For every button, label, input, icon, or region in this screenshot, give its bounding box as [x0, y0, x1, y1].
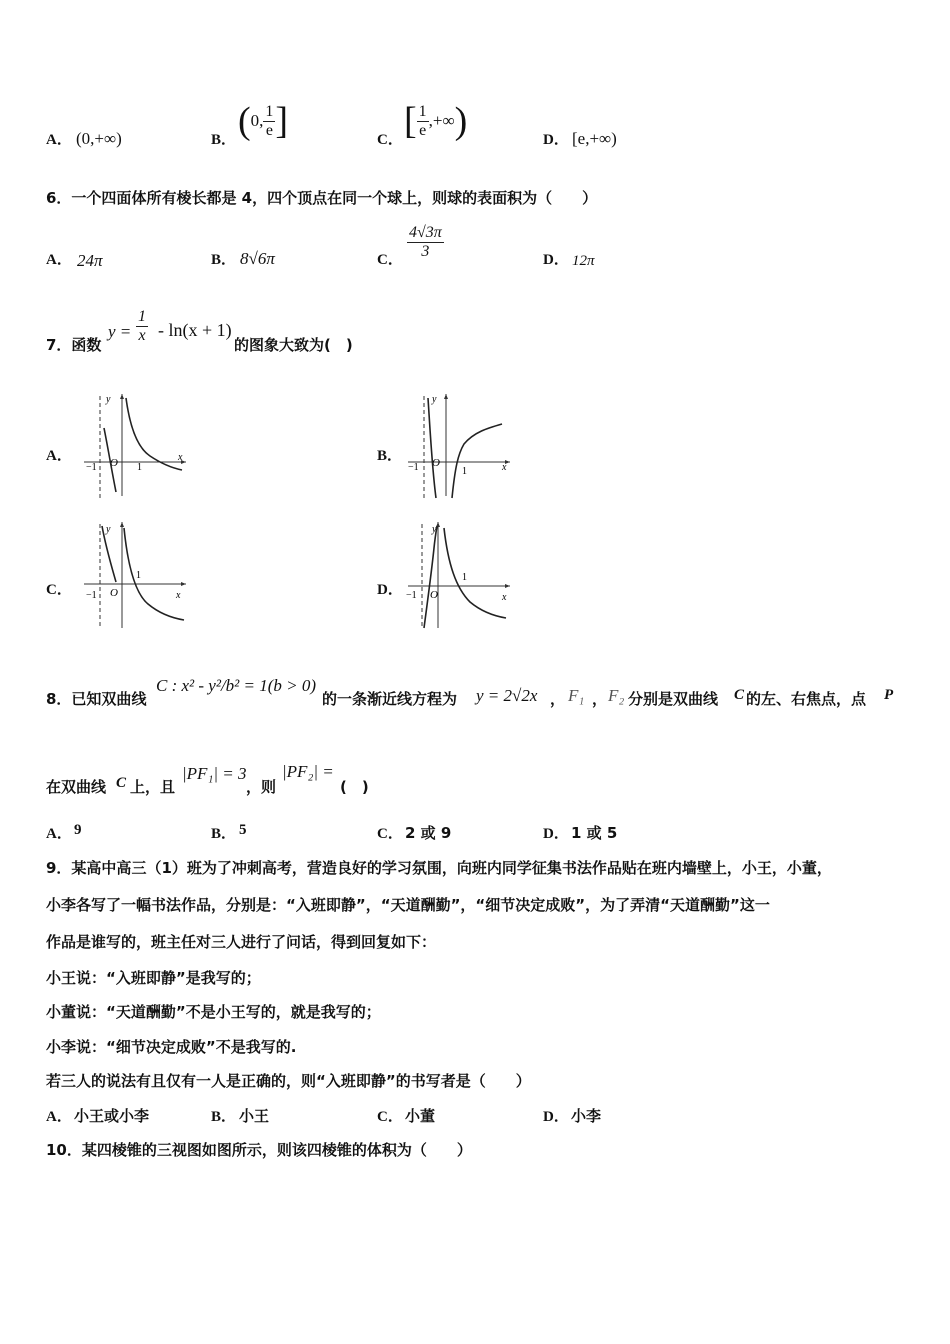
q9-line1: 9．某高中高三（1）班为了冲刺高考，营造良好的学习氛围，向班内同学征集书法作品贴在班内墙壁上，小王，小董，	[46, 859, 832, 877]
q7-option-c-label[interactable]: C．	[46, 582, 72, 598]
q6-options	[0, 222, 950, 282]
q6-option-b-label[interactable]: B．	[211, 252, 237, 268]
q7-formula-den: x	[138, 327, 146, 344]
q8-line1	[46, 662, 946, 712]
q7-option-d-label[interactable]: D．	[377, 582, 403, 598]
graph-y-label: y	[432, 524, 437, 535]
q8-line2-b: 上，且	[130, 778, 176, 796]
q6-c-den: 3	[421, 243, 430, 260]
q5-option-d-value: [e,+∞)	[572, 129, 617, 148]
q10-stem: 10．某四棱锥的三视图如图所示，则该四棱锥的体积为（ ）	[46, 1141, 472, 1159]
q5-c-den: e	[419, 121, 427, 139]
q9-option-b-value: 小王	[239, 1107, 270, 1125]
graph-x-label: x	[178, 452, 183, 463]
q5-b-den: e	[265, 121, 273, 139]
q5-option-b-value: (0, $\frac{1}{e}$ ]	[238, 100, 289, 142]
q6-option-a-label[interactable]: A．	[46, 252, 72, 268]
q9-line6: 小李说：“细节决定成败”不是我写的.	[46, 1038, 297, 1056]
graph-origin-label: O	[430, 589, 438, 601]
q7-formula-lhs: y =	[108, 322, 132, 341]
q8-option-c-value: 2 或 9	[405, 824, 452, 842]
graph-neg1-label: −1	[408, 462, 419, 473]
q8-rest: 分别是双曲线	[628, 690, 719, 708]
q5-b-lead: 0,	[250, 111, 264, 130]
q9-option-c-label[interactable]: C．	[377, 1109, 403, 1125]
graph-y-label: y	[432, 394, 437, 405]
q8-option-d-value: 1 或 5	[571, 824, 618, 842]
q8-line2-a: 在双曲线	[46, 778, 107, 796]
q8-pf2: |PF₂| =	[282, 762, 334, 781]
q8-rest2: 的左、右焦点，点	[746, 690, 867, 708]
q7-graph-d[interactable]	[402, 518, 514, 630]
q8-asymptote: y = 2√2x	[476, 686, 538, 705]
graph-x-label: x	[176, 590, 181, 601]
q5-c-tail: ,+∞	[428, 111, 455, 130]
q5-option-d-label[interactable]: D．	[543, 132, 569, 148]
graph-one-label: 1	[137, 462, 142, 473]
q7-formula-frac	[136, 308, 148, 345]
graph-origin-label: O	[110, 457, 118, 469]
q9-option-a-label[interactable]: A．	[46, 1109, 72, 1125]
q5-option-b-label[interactable]: B．	[211, 132, 237, 148]
q6-option-c-label[interactable]: C．	[377, 252, 403, 268]
q6-option-d-value: 12π	[572, 253, 595, 269]
graph-x-label: x	[502, 592, 507, 603]
q8-option-d-label[interactable]: D．	[543, 826, 569, 842]
q8-options	[0, 820, 950, 844]
q8-c-letter: C	[734, 687, 745, 703]
q7-graph-b[interactable]	[402, 388, 514, 500]
q8-option-b-value: 5	[239, 822, 247, 838]
q8-curve-equation: C : x² - y²/b² = 1(b > 0)	[156, 676, 317, 695]
q9-option-d-label[interactable]: D．	[543, 1109, 569, 1125]
q7-option-b-label[interactable]: B．	[377, 448, 403, 464]
graph-one-label: 1	[462, 572, 467, 583]
q5-option-c-value: [ $\frac{1}{e}$ ,+∞)	[404, 100, 468, 142]
q9-option-d-value: 小李	[571, 1107, 602, 1125]
q8-pf1: |PF₁| = 3	[182, 764, 247, 783]
q9-line5: 小董说：“天道酬勤”不是小王写的，就是我写的；	[46, 1003, 381, 1021]
q9-line7: 若三人的说法有且仅有一人是正确的，则“入班即静”的书写者是（ ）	[46, 1072, 531, 1090]
q7-prefix: 7．函数	[46, 336, 102, 354]
graph-origin-label: O	[432, 457, 440, 469]
q8-line2	[46, 750, 946, 800]
q7-formula-tail: - ln(x + 1)	[158, 320, 232, 340]
q5-option-a-value: (0,+∞)	[76, 129, 122, 148]
graph-neg1-label: −1	[406, 590, 417, 601]
q8-option-b-label[interactable]: B．	[211, 826, 237, 842]
q7-suffix: 的图象大致为( )	[234, 336, 353, 354]
q8-option-c-label[interactable]: C．	[377, 826, 403, 842]
q8-prefix: 8．已知双曲线	[46, 690, 147, 708]
q6-option-b-value: 8√6π	[240, 249, 275, 268]
graph-y-label: y	[106, 394, 111, 405]
q7-option-a-label[interactable]: A．	[46, 448, 72, 464]
q9-option-a-value: 小王或小李	[74, 1107, 150, 1125]
graph-neg1-label: −1	[86, 462, 97, 473]
q9-option-b-label[interactable]: B．	[211, 1109, 237, 1125]
q6-c-num: 4√3π	[409, 224, 442, 241]
graph-one-label: 1	[136, 570, 141, 581]
q9-option-c-value: 小董	[405, 1107, 436, 1125]
q6-option-c-value	[407, 224, 444, 261]
graph-neg1-label: −1	[86, 590, 97, 601]
q5-option-a-label[interactable]: A．	[46, 132, 72, 148]
q8-option-a-label[interactable]: A．	[46, 826, 72, 842]
q8-line2-d: ( )	[340, 778, 369, 796]
graph-y-label: y	[106, 524, 111, 535]
q9-line4: 小王说：“入班即静”是我写的；	[46, 969, 261, 987]
q6-stem: 6．一个四面体所有棱长都是 4，四个顶点在同一个球上，则球的表面积为（ ）	[46, 189, 598, 207]
q8-f1: F₁	[568, 686, 585, 705]
q8-option-a-value: 9	[74, 822, 82, 838]
q8-line2-c: ，则	[246, 778, 277, 796]
q5-b-num: 1	[265, 102, 274, 120]
q7-graph-c[interactable]	[78, 518, 190, 630]
q5-option-c-label[interactable]: C．	[377, 132, 403, 148]
graph-one-label: 1	[462, 466, 467, 477]
q5-options	[0, 100, 950, 160]
q8-sep-1: ，	[550, 690, 566, 708]
q8-c-letter-2: C	[116, 775, 127, 791]
q8-sep-2: ，	[592, 690, 608, 708]
graph-x-label: x	[502, 462, 507, 473]
q8-f2: F₂	[608, 686, 625, 705]
q7-graph-a[interactable]	[78, 388, 190, 500]
q8-p-letter: P	[884, 687, 894, 703]
q9-options	[0, 1103, 950, 1127]
graph-origin-label: O	[110, 587, 118, 599]
q7-formula-num: 1	[138, 308, 146, 325]
q6-option-d-label[interactable]: D．	[543, 252, 569, 268]
q6-option-a-value: 24π	[77, 251, 103, 270]
q5-c-num: 1	[418, 102, 427, 120]
q9-line3: 作品是谁写的，班主任对三人进行了问话，得到回复如下：	[46, 933, 437, 951]
q8-mid-text: 的一条渐近线方程为	[322, 690, 458, 708]
q9-line2: 小李各写了一幅书法作品，分别是：“入班即静”，“天道酬勤”，“细节决定成败”，为了弄清“天道酬勤”这一	[46, 896, 770, 914]
